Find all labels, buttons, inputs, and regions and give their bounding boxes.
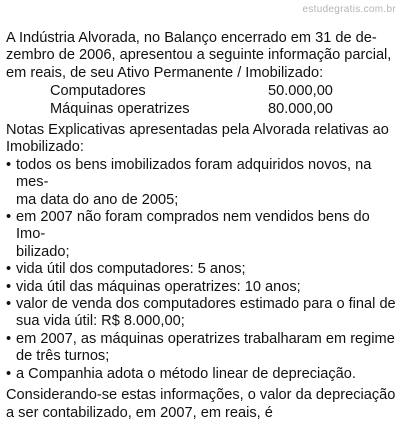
list-item (6, 209, 398, 261)
item-line: sua vida útil: R$ 8.000,00; (16, 313, 185, 330)
asset-row (6, 83, 398, 100)
conclusion-line: Considerando-se estas informações, o valor da depreciação (6, 387, 396, 404)
asset-table (6, 83, 398, 118)
asset-value: 50.000,00 (268, 83, 333, 100)
list-item (6, 296, 398, 331)
list-item (6, 261, 398, 278)
list-item (6, 157, 398, 209)
item-line: valor de venda dos computadores estimado para o final de (16, 296, 396, 313)
asset-name: Computadores (50, 83, 146, 100)
watermark: estudegratis.com.br (302, 4, 396, 15)
intro-paragraph (6, 30, 398, 82)
conclusion-line: a ser contabilizado, em 2007, em reais, é (6, 404, 273, 421)
item-line: bilizado; (16, 243, 70, 260)
notes-list (6, 157, 398, 383)
item-line: em 2007 não foram comprados nem vendidos bens do Imo- (16, 209, 370, 243)
item-line: de três turnos; (16, 348, 110, 365)
asset-name: Máquinas operatrizes (50, 100, 190, 117)
intro-line: A Indústria Alvorada, no Balanço encerrado em 31 de de- (6, 30, 377, 46)
item-line: todos os bens imobilizados foram adquiridos novos, na mes- (16, 156, 372, 191)
asset-row (6, 101, 398, 118)
item-line: a Companhia adota o método linear de depreciação. (16, 365, 356, 382)
intro-line: zembro de 2006, apresentou a seguinte informação parcial, (6, 47, 392, 64)
notes-line: Imobilizado: (6, 139, 84, 156)
intro-line: em reais, de seu Ativo Permanente / Imobilizado: (6, 64, 324, 81)
notes-heading (6, 122, 398, 157)
list-item (6, 331, 398, 366)
notes-line: Notas Explicativas apresentadas pela Alvorada relativas ao (6, 122, 389, 138)
asset-value: 80.000,00 (268, 100, 333, 117)
list-item (6, 279, 398, 296)
item-line: vida útil dos computadores: 5 anos; (16, 261, 246, 278)
list-item (6, 366, 398, 383)
item-line: em 2007, as máquinas operatrizes trabalharam em regime (16, 330, 395, 347)
question-text (6, 30, 398, 422)
item-line: vida útil das máquinas operatrizes: 10 anos; (16, 278, 301, 295)
item-line: ma data do ano de 2005; (16, 191, 179, 208)
conclusion-paragraph (6, 387, 398, 422)
